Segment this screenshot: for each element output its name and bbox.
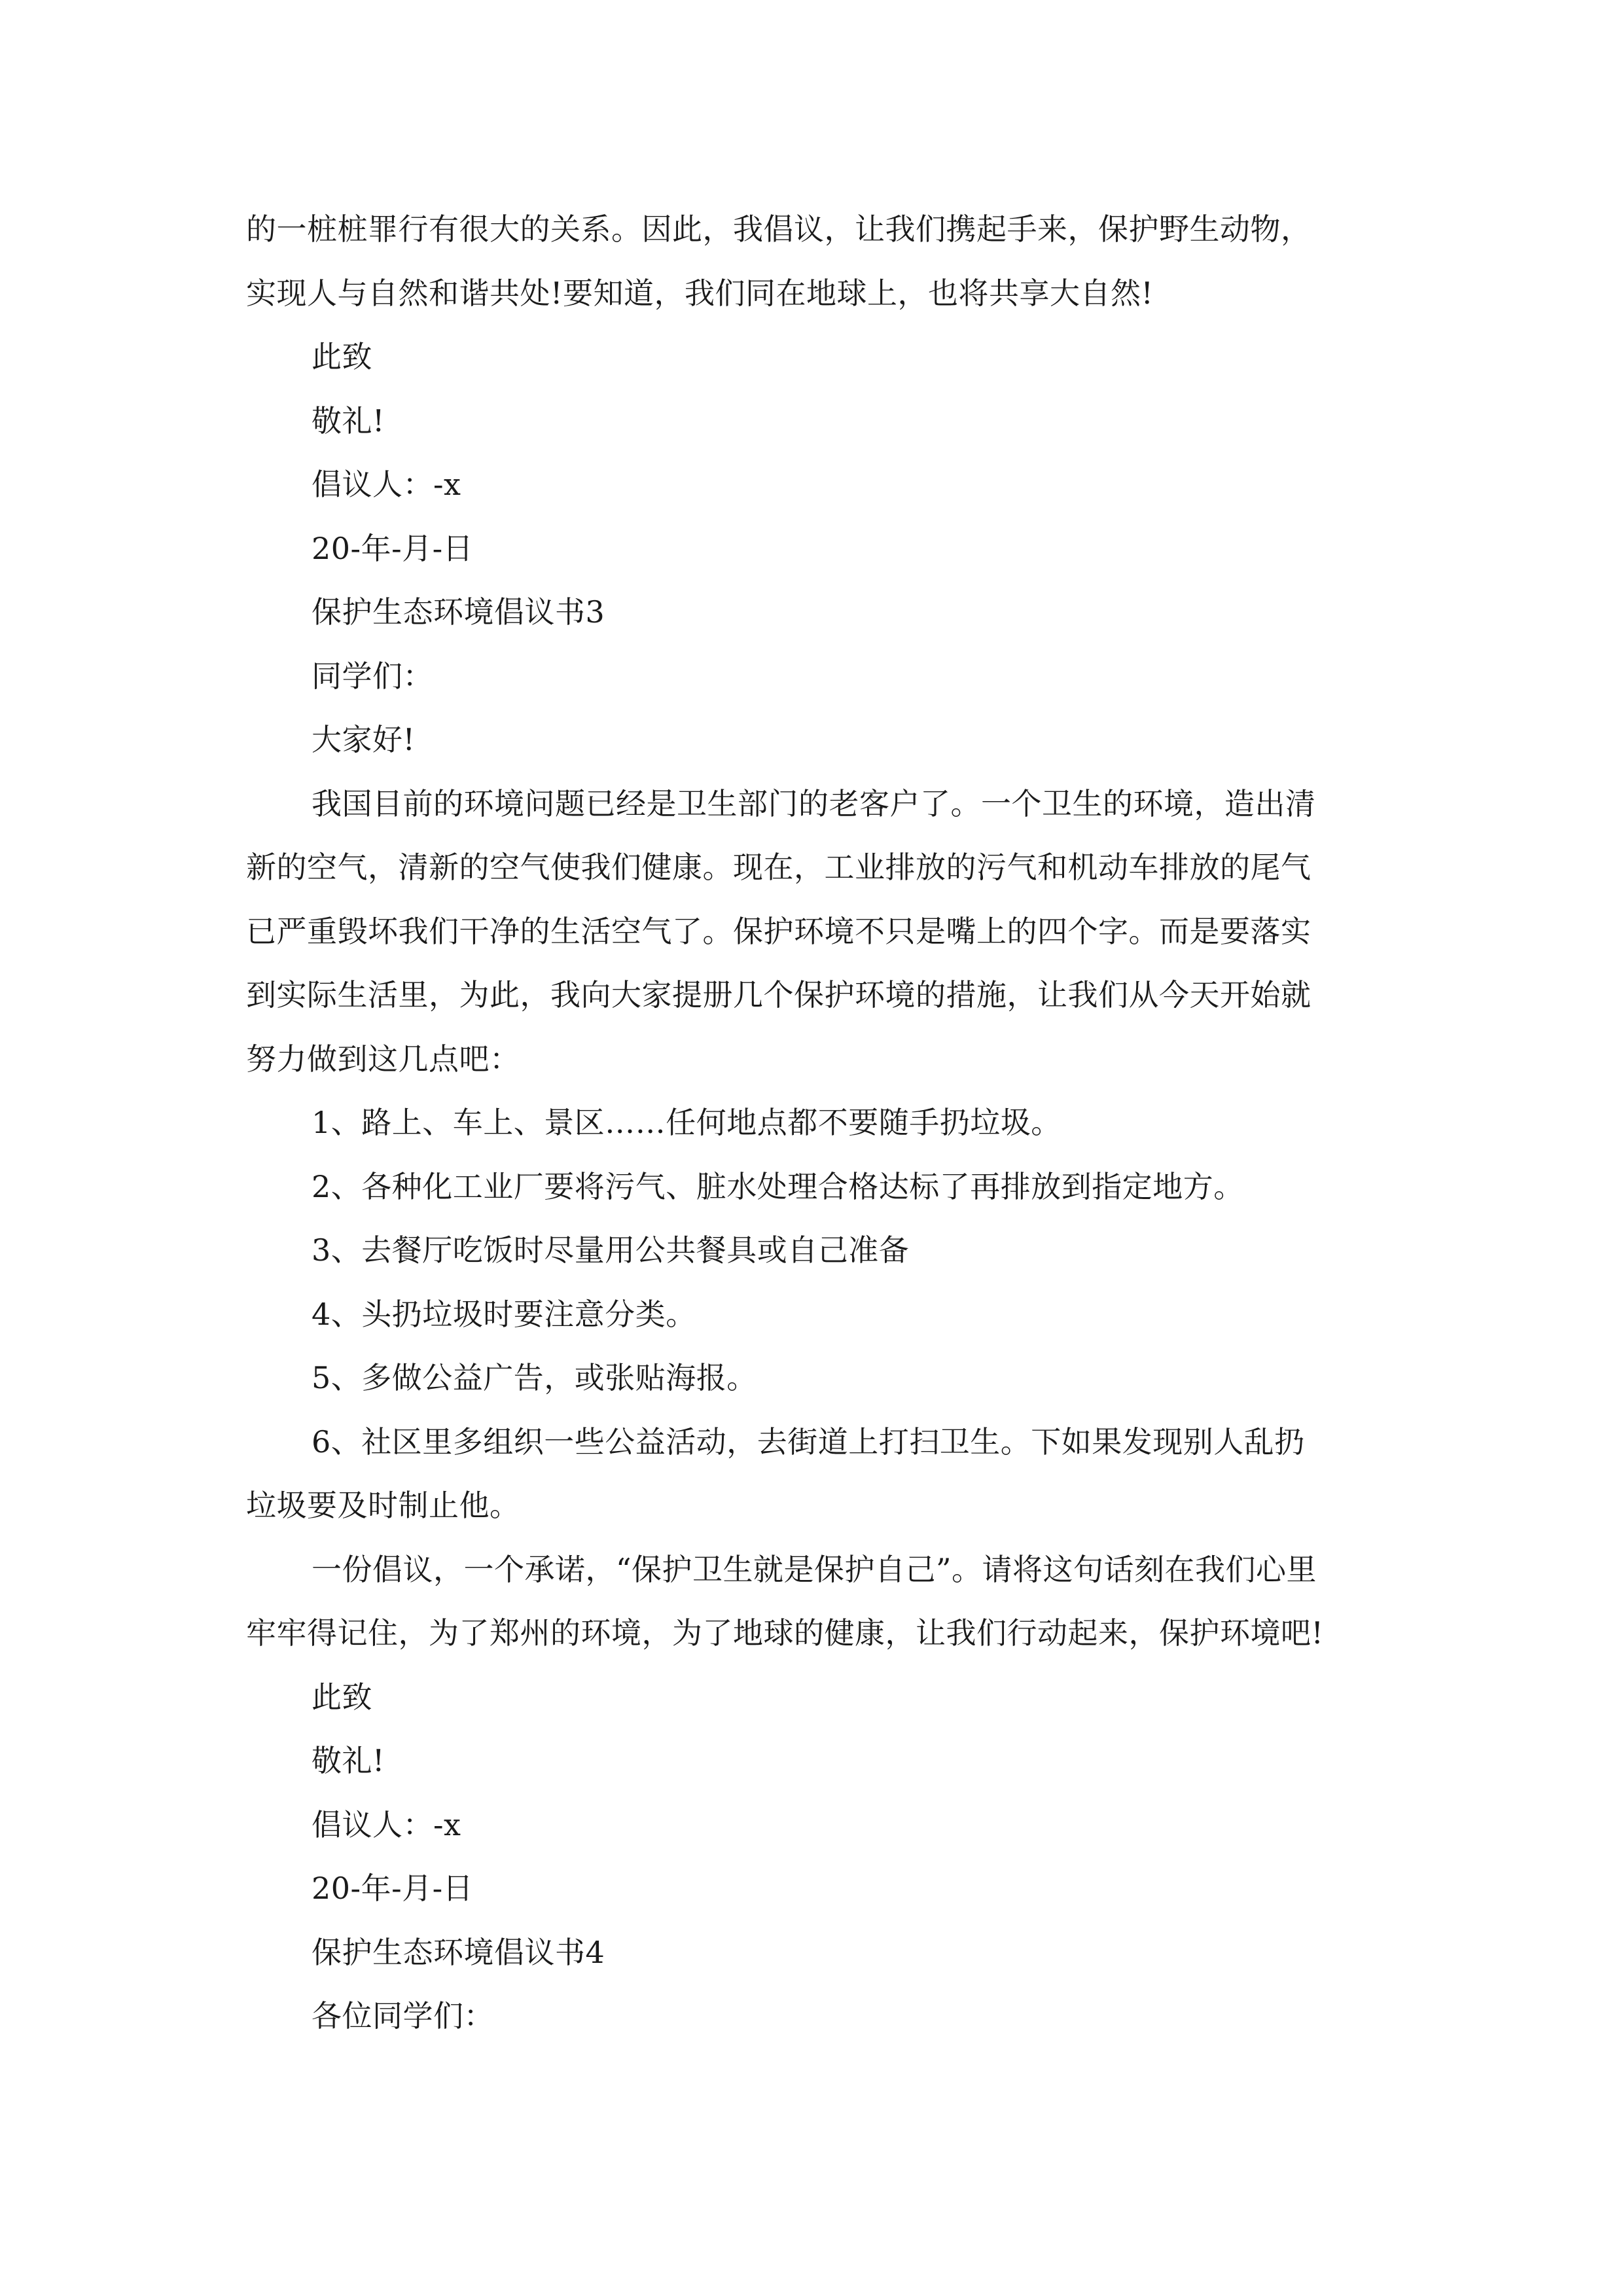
closing-salutation: 此致 xyxy=(312,1679,372,1715)
text-line: 垃圾要及时制止他。 xyxy=(246,1488,520,1523)
list-item: 5、多做公益广告，或张贴海报。 xyxy=(312,1360,757,1395)
greeting: 同学们： xyxy=(312,658,433,694)
list-item: 3、去餐厅吃饭时尽量用公共餐具或自己准备 xyxy=(312,1232,910,1268)
document-body xyxy=(246,198,1391,2049)
list-item: 2、各种化工业厂要将污气、脏水处理合格达标了再排放到指定地方。 xyxy=(312,1168,1244,1204)
text-line: 已严重毁坏我们干净的生活空气了。保护环境不只是嘴上的四个字。而是要落实 xyxy=(246,913,1311,949)
section-title: 保护生态环境倡议书4 xyxy=(312,1934,605,1970)
list-item: 1、路上、车上、景区……任何地点都不要随手扔垃圾。 xyxy=(312,1105,1061,1140)
greeting: 大家好! xyxy=(312,722,416,757)
text-line: 到实际生活里，为此，我向大家提册几个保护环境的措施，让我们从今天开始就 xyxy=(246,977,1311,1013)
signatory: 倡议人：-x xyxy=(312,467,461,502)
closing-regards: 敬礼! xyxy=(312,403,385,439)
text-line: 实现人与自然和谐共处!要知道，我们同在地球上，也将共享大自然! xyxy=(246,275,1154,311)
closing-salutation: 此致 xyxy=(312,339,372,374)
date-line: 20-年-月-日 xyxy=(312,530,474,566)
text-line: 牢牢得记住，为了郑州的环境，为了地球的健康，让我们行动起来，保护环境吧! xyxy=(246,1615,1324,1651)
text-line: 新的空气，清新的空气使我们健康。现在，工业排放的污气和机动车排放的尾气 xyxy=(246,850,1311,885)
text-line: 的一桩桩罪行有很大的关系。因此，我倡议，让我们携起手来，保护野生动物， xyxy=(246,211,1311,247)
section-title: 保护生态环境倡议书3 xyxy=(312,594,605,630)
date-line: 20-年-月-日 xyxy=(312,1871,474,1906)
list-item: 4、头扔垃圾时要注意分类。 xyxy=(312,1296,696,1332)
list-item: 6、社区里多组织一些公益活动，去街道上打扫卫生。下如果发现别人乱扔 xyxy=(312,1424,1305,1460)
text-line: 我国目前的环境问题已经是卫生部门的老客户了。一个卫生的环境，造出清 xyxy=(312,785,1316,821)
text-line: 一份倡议，一个承诺，“保护卫生就是保护自己”。请将这句话刻在我们心里 xyxy=(312,1551,1317,1587)
greeting: 各位同学们： xyxy=(312,1998,494,2034)
text-line: 努力做到这几点吧： xyxy=(246,1041,520,1077)
closing-regards: 敬礼! xyxy=(312,1743,385,1778)
signatory: 倡议人：-x xyxy=(312,1806,461,1842)
